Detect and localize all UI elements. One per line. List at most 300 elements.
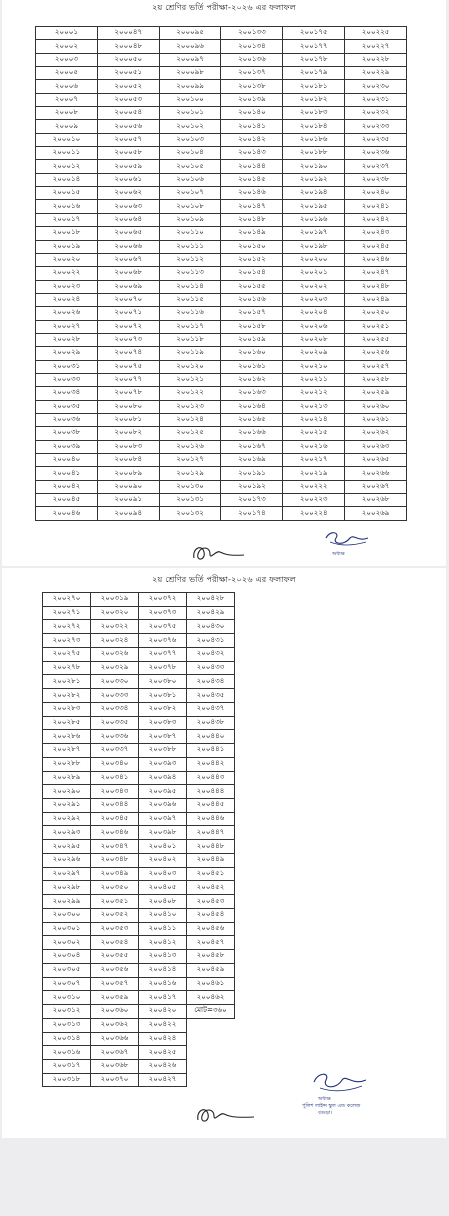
roll-cell: ২০০৪১৬ — [139, 977, 187, 991]
roll-cell: ২০০০৬১ — [97, 173, 159, 186]
roll-cell: ২০০২৩১ — [345, 93, 407, 106]
table-row — [36, 347, 407, 360]
roll-cell: ২০০১১১ — [159, 240, 221, 253]
roll-cell: ২০০২৬৭ — [345, 480, 407, 493]
roll-cell: ২০০৪৫৯ — [187, 963, 235, 977]
table-row — [36, 333, 407, 346]
roll-cell: ২০০৩৮৭ — [139, 730, 187, 744]
roll-cell: ২০০০৬৮ — [97, 267, 159, 280]
roll-cell: ২০০৪৬১ — [187, 977, 235, 991]
roll-cell: ২০০০৬ — [36, 80, 98, 93]
table-row — [36, 293, 407, 306]
roll-cell: ২০০৩৪১ — [91, 771, 139, 785]
roll-cell: ২০০৪৫৮ — [187, 950, 235, 964]
roll-cell: ২০০২৫০ — [345, 307, 407, 320]
roll-cell: ২০০০২৯ — [36, 347, 98, 360]
roll-cell: ২০০৪৪৩ — [187, 771, 235, 785]
roll-cell: ২০০২৪৭ — [345, 267, 407, 280]
roll-cell: ২০০১৬৬ — [221, 427, 283, 440]
roll-cell: ২০০৪২০ — [139, 1005, 187, 1019]
roll-cell: ২০০১৩৯ — [221, 93, 283, 106]
roll-cell: ২০০০৫০ — [97, 53, 159, 66]
roll-cell: ২০০৩১৬ — [43, 1046, 91, 1060]
roll-cell: ২০০৩২৬ — [91, 647, 139, 661]
table-row — [36, 467, 407, 480]
roll-cell: ২০০৩৪৭ — [91, 840, 139, 854]
roll-cell: ২০০১৫৫ — [221, 280, 283, 293]
roll-cell: ২০০১৫৪ — [221, 267, 283, 280]
roll-cell: ২০০১৬২ — [221, 373, 283, 386]
roll-cell: ২০০৩৯৮ — [139, 826, 187, 840]
roll-cell: ২০০০৬৫ — [97, 227, 159, 240]
roll-cell: ২০০৩৫৭ — [91, 977, 139, 991]
table-row — [43, 895, 235, 909]
roll-cell: ২০০৩৪৪ — [91, 799, 139, 813]
roll-cell: ২০০০২৪ — [36, 293, 98, 306]
roll-cell: ২০০৪৪৬ — [187, 812, 235, 826]
table-row — [36, 80, 407, 93]
roll-cell: ২০০০৫২ — [97, 80, 159, 93]
roll-cell: ২০০১৯৫ — [283, 200, 345, 213]
roll-cell: ২০০২৬৬ — [345, 467, 407, 480]
table-row — [36, 187, 407, 200]
roll-cell: ২০০২৩০ — [345, 80, 407, 93]
roll-cell: ২০০৩৬২ — [91, 1018, 139, 1032]
roll-cell: ২০০২০২ — [283, 280, 345, 293]
table-row — [43, 881, 235, 895]
table-row — [43, 963, 235, 977]
roll-cell: ২০০০১৯ — [36, 240, 98, 253]
roll-cell: ২০০২৩৫ — [345, 133, 407, 146]
roll-cell: ২০০৩০২ — [43, 936, 91, 950]
roll-cell: ২০০০৭৮ — [97, 387, 159, 400]
roll-cell: ২০০১২৭ — [159, 454, 221, 467]
table-row — [43, 840, 235, 854]
roll-cell: ২০০৩৫৯ — [91, 991, 139, 1005]
roll-cell: ২০০২৭২ — [43, 620, 91, 634]
roll-cell: ২০০১১৪ — [159, 280, 221, 293]
roll-cell: ২০০০৪৭ — [97, 27, 159, 40]
roll-cell: ২০০৪৫৭ — [187, 936, 235, 950]
roll-cell: ২০০২৩৩ — [345, 120, 407, 133]
roll-cell: ২০০১৩২ — [159, 507, 221, 520]
page-1-title: ২য় শ্রেণির ভর্তি পরীক্ষা-২০২৬ এর ফলাফল — [152, 3, 296, 12]
table-row — [36, 67, 407, 80]
roll-cell: ২০০২৬৯ — [345, 507, 407, 520]
roll-cell: ২০০৩২২ — [91, 620, 139, 634]
roll-cell: ২০০১৯১ — [221, 467, 283, 480]
roll-cell: ২০০২৭৫ — [43, 647, 91, 661]
table-row — [43, 716, 235, 730]
roll-cell: ২০০২৬০ — [345, 400, 407, 413]
signature-line-3: বগুড়া। — [318, 1110, 333, 1116]
roll-cell: ২০০০১০ — [36, 133, 98, 146]
table-row — [36, 93, 407, 106]
roll-cell: ২০০৪৪১ — [187, 744, 235, 758]
roll-cell: ২০০১৮২ — [283, 93, 345, 106]
table-row — [36, 240, 407, 253]
roll-cell: ২০০২৩৭ — [345, 160, 407, 173]
roll-cell: ২০০০৫ — [36, 67, 98, 80]
roll-cell: ২০০০৩১ — [36, 360, 98, 373]
signature-left-2 — [192, 1102, 258, 1128]
roll-cell: ২০০১২৯ — [159, 467, 221, 480]
roll-cell: ২০০১০৩ — [159, 133, 221, 146]
roll-cell: ২০০২৪৫ — [345, 240, 407, 253]
roll-cell: ২০০৪৪২ — [187, 757, 235, 771]
roll-cell: ২০০৩৫৬ — [91, 963, 139, 977]
roll-cell: ২০০৩০৭ — [43, 977, 91, 991]
roll-cell: ২০০২৯০ — [43, 785, 91, 799]
roll-cell: ২০০৩৭৮ — [139, 661, 187, 675]
roll-cell: ২০০৪২৮ — [187, 593, 235, 607]
roll-cell: ২০০২৫৬ — [345, 347, 407, 360]
roll-cell: ২০০২১৪ — [283, 413, 345, 426]
roll-cell: ২০০৩৮৮ — [139, 744, 187, 758]
roll-cell: ২০০৪৪৯ — [187, 853, 235, 867]
roll-cell: ২০০৪১১ — [139, 922, 187, 936]
roll-cell: ২০০০২২ — [36, 267, 98, 280]
roll-cell: ২০০০৯ — [36, 120, 98, 133]
roll-cell: ২০০১০৯ — [159, 213, 221, 226]
table-row — [36, 213, 407, 226]
roll-cell: ২০০০৫৩ — [97, 93, 159, 106]
roll-cell: ২০০৪২৪ — [139, 1032, 187, 1046]
roll-cell: ২০০১৮১ — [283, 80, 345, 93]
roll-cell: ২০০২৮২ — [43, 689, 91, 703]
roll-cell: ২০০৪৪০ — [187, 730, 235, 744]
roll-cell: ২০০৪৫৬ — [187, 922, 235, 936]
roll-cell: ২০০২৬২ — [345, 427, 407, 440]
roll-cell — [187, 1018, 235, 1032]
table-row — [36, 27, 407, 40]
roll-cell: ২০০০৪২ — [36, 480, 98, 493]
roll-cell: ২০০৩৩৫ — [91, 716, 139, 730]
roll-cell: ২০০২৩৬ — [345, 147, 407, 160]
roll-cell — [187, 1059, 235, 1073]
roll-cell: ২০০০৩৫ — [36, 400, 98, 413]
roll-cell: ২০০৪২২ — [139, 1018, 187, 1032]
roll-cell: ২০০৩৬৮ — [91, 1059, 139, 1073]
roll-cell — [187, 1073, 235, 1087]
roll-cell: ২০০২৯৫ — [43, 840, 91, 854]
roll-cell: ২০০০৬৯ — [97, 280, 159, 293]
roll-cell: ২০০২৭১ — [43, 606, 91, 620]
roll-cell: ২০০২২৭ — [345, 40, 407, 53]
roll-cell: ২০০৩০৪ — [43, 950, 91, 964]
table-row — [36, 480, 407, 493]
roll-cell: ২০০০৯৭ — [159, 53, 221, 66]
table-row — [36, 40, 407, 53]
roll-cell: ২০০১৬৪ — [221, 400, 283, 413]
table-row — [43, 867, 235, 881]
table-row — [43, 1005, 235, 1019]
roll-cell: ২০০০৩৮ — [36, 427, 98, 440]
roll-cell: ২০০১৫৯ — [221, 333, 283, 346]
roll-cell: ২০০৩২৪ — [91, 634, 139, 648]
roll-cell: ২০০৪১০ — [139, 908, 187, 922]
roll-cell: ২০০৩৪৬ — [91, 826, 139, 840]
roll-cell: ২০০০৪৮ — [97, 40, 159, 53]
roll-cell: ২০০২৬১ — [345, 413, 407, 426]
roll-cell: ২০০২৬৮ — [345, 494, 407, 507]
roll-cell: ২০০৩৭০ — [91, 1073, 139, 1087]
roll-cell: ২০০১০৪ — [159, 147, 221, 160]
roll-cell: ২০০০৮১ — [97, 413, 159, 426]
roll-cell: ২০০১০৭ — [159, 187, 221, 200]
roll-cell: ২০০৩৪৫ — [91, 812, 139, 826]
roll-cell: ২০০০৩ — [36, 53, 98, 66]
roll-cell: ২০০১৫৮ — [221, 320, 283, 333]
roll-cell: ২০০৪৩৩ — [187, 661, 235, 675]
roll-cell: ২০০০৩৬ — [36, 413, 98, 426]
roll-cell: ২০০২১৭ — [283, 454, 345, 467]
roll-cell: ২০০২৬৫ — [345, 454, 407, 467]
roll-cell: ২০০২৪৮ — [345, 280, 407, 293]
roll-cell: ২০০৪৩০ — [187, 620, 235, 634]
roll-cell: ২০০২০০ — [283, 253, 345, 266]
table-row — [36, 507, 407, 520]
roll-cell: ২০০১০৬ — [159, 173, 221, 186]
roll-cell: ২০০৩৮২ — [139, 702, 187, 716]
roll-cell: ২০০৪৩৭ — [187, 702, 235, 716]
roll-cell: ২০০২৭৮ — [43, 661, 91, 675]
roll-cell: ২০০২৪৬ — [345, 253, 407, 266]
table-row — [36, 107, 407, 120]
roll-cell: ২০০১৪৬ — [221, 187, 283, 200]
table-row — [43, 922, 235, 936]
roll-cell: ২০০১৭৩ — [221, 494, 283, 507]
roll-cell: ২০০৩২০ — [91, 606, 139, 620]
roll-cell: ২০০০১৬ — [36, 200, 98, 213]
roll-cell: ২০০১৩৪ — [221, 40, 283, 53]
roll-cell: ২০০২০৩ — [283, 293, 345, 306]
roll-cell: ২০০১২১ — [159, 373, 221, 386]
roll-cell: ২০০৪১২ — [139, 936, 187, 950]
roll-cell: ২০০৩৫১ — [91, 895, 139, 909]
roll-cell: ২০০১২৩ — [159, 400, 221, 413]
roll-cell: ২০০২২২ — [283, 480, 345, 493]
roll-cell: ২০০১৬০ — [221, 347, 283, 360]
roll-cell: ২০০৪০৮ — [139, 895, 187, 909]
roll-cell: ২০০২৮৫ — [43, 716, 91, 730]
roll-cell: ২০০২৯৭ — [43, 867, 91, 881]
roll-cell: ২০০১৬১ — [221, 360, 283, 373]
roll-cell: ২০০৩৫৩ — [91, 922, 139, 936]
roll-cell: ২০০৩৯৭ — [139, 812, 187, 826]
roll-cell: ২০০০৫৬ — [97, 120, 159, 133]
roll-cell: ২০০৩৯৪ — [139, 771, 187, 785]
roll-cell: ২০০৩৬৬ — [91, 1032, 139, 1046]
table-row — [43, 812, 235, 826]
roll-cell: ২০০৩৩৭ — [91, 744, 139, 758]
roll-cell: ২০০৩২৯ — [91, 661, 139, 675]
roll-cell: ২০০০১২ — [36, 160, 98, 173]
roll-cell: ২০০১৪৪ — [221, 160, 283, 173]
roll-cell: ২০০২৩২ — [345, 107, 407, 120]
roll-cell: ২০০৪২৬ — [139, 1059, 187, 1073]
roll-cell: ২০০৩৭২ — [139, 593, 187, 607]
roll-cell: ২০০৩৪৯ — [91, 867, 139, 881]
roll-cell: ২০০১২০ — [159, 360, 221, 373]
roll-cell: ২০০১৬৫ — [221, 413, 283, 426]
roll-cell: ২০০০২৬ — [36, 307, 98, 320]
roll-table-1 — [35, 26, 407, 521]
roll-cell: ২০০০৯০ — [97, 480, 159, 493]
roll-cell: ২০০২৫৯ — [345, 387, 407, 400]
roll-cell: ২০০৩১৯ — [91, 593, 139, 607]
roll-cell: ২০০১৯৬ — [283, 213, 345, 226]
roll-cell: ২০০০৭৩ — [97, 333, 159, 346]
roll-cell: ২০০৪২৯ — [187, 606, 235, 620]
roll-cell: ২০০০৬৩ — [97, 200, 159, 213]
roll-cell: ২০০০৯৮ — [159, 67, 221, 80]
roll-cell: ২০০৪৫১ — [187, 867, 235, 881]
roll-cell: ২০০১৪০ — [221, 107, 283, 120]
roll-cell: ২০০৩৪৮ — [91, 853, 139, 867]
roll-cell: ২০০৩৬৭ — [91, 1046, 139, 1060]
roll-cell: ২০০১৭৮ — [283, 53, 345, 66]
roll-cell: ২০০০৪৬ — [36, 507, 98, 520]
roll-cell: ২০০০৭২ — [97, 320, 159, 333]
roll-cell: ২০০২০৬ — [283, 320, 345, 333]
roll-cell: ২০০৪৪৮ — [187, 840, 235, 854]
roll-cell: ২০০০৮৯ — [97, 467, 159, 480]
roll-cell: ২০০৪০৫ — [139, 881, 187, 895]
roll-cell: ২০০১৭৯ — [283, 67, 345, 80]
roll-cell: ২০০০৬৭ — [97, 253, 159, 266]
roll-cell: ২০০১৫৬ — [221, 293, 283, 306]
result-page-2 — [2, 568, 446, 1138]
roll-cell: ২০০৩৩৬ — [91, 730, 139, 744]
roll-cell: ২০০২০৯ — [283, 347, 345, 360]
roll-cell: ২০০০৭১ — [97, 307, 159, 320]
roll-cell: ২০০৩৬০ — [91, 1005, 139, 1019]
roll-cell: ২০০০৯১ — [97, 494, 159, 507]
roll-cell: ২০০২৫৮ — [345, 373, 407, 386]
roll-cell: ২০০৪৩২ — [187, 647, 235, 661]
roll-cell: ২০০২০৮ — [283, 333, 345, 346]
roll-cell: ২০০২১০ — [283, 360, 345, 373]
roll-cell: ২০০১১৩ — [159, 267, 221, 280]
roll-cell: ২০০১৬৭ — [221, 440, 283, 453]
roll-cell: ২০০৩৮০ — [139, 675, 187, 689]
table-row — [43, 757, 235, 771]
roll-cell: ২০০০২ — [36, 40, 98, 53]
roll-cell: ২০০৩০১ — [43, 922, 91, 936]
roll-cell: ২০০০৯৪ — [97, 507, 159, 520]
roll-cell: ২০০০২৭ — [36, 320, 98, 333]
roll-cell: ২০০২৮৭ — [43, 744, 91, 758]
roll-cell: ২০০৩৭৫ — [139, 620, 187, 634]
roll-cell: ২০০৩১৪ — [43, 1032, 91, 1046]
roll-cell: ২০০৩৯৫ — [139, 785, 187, 799]
roll-cell: ২০০০৮৩ — [97, 440, 159, 453]
roll-cell: ২০০১৩৭ — [221, 67, 283, 80]
roll-cell: ২০০২১৯ — [283, 467, 345, 480]
table-row — [36, 373, 407, 386]
table-row — [36, 173, 407, 186]
roll-cell: ২০০৩৫০ — [91, 881, 139, 895]
roll-cell: ২০০১৭৭ — [283, 40, 345, 53]
roll-cell: ২০০২২৮ — [345, 53, 407, 66]
roll-cell: ২০০২২৯ — [345, 67, 407, 80]
roll-cell: ২০০০৩৪ — [36, 387, 98, 400]
roll-cell: ২০০০৫১ — [97, 67, 159, 80]
roll-cell: ২০০৪৪৭ — [187, 826, 235, 840]
roll-cell: ২০০১৫৭ — [221, 307, 283, 320]
roll-cell: ২০০২৯৮ — [43, 881, 91, 895]
roll-cell: ২০০১০৮ — [159, 200, 221, 213]
roll-cell: ২০০৩০৫ — [43, 963, 91, 977]
roll-cell: ২০০৩১৩ — [43, 1018, 91, 1032]
roll-cell: ২০০০৫৭ — [97, 133, 159, 146]
roll-cell: ২০০২৫৫ — [345, 333, 407, 346]
roll-cell — [187, 1032, 235, 1046]
roll-cell: ২০০০৮ — [36, 107, 98, 120]
roll-cell: ২০০০১৪ — [36, 173, 98, 186]
roll-cell: ২০০২২৫ — [345, 27, 407, 40]
roll-cell: ২০০২৮১ — [43, 675, 91, 689]
roll-cell: ২০০১৯০ — [283, 160, 345, 173]
roll-cell: ২০০৪৫২ — [187, 881, 235, 895]
table-row — [43, 1059, 235, 1073]
roll-cell: ২০০২৮৮ — [43, 757, 91, 771]
roll-cell: ২০০১৯৪ — [283, 187, 345, 200]
table-row — [43, 908, 235, 922]
roll-cell: ২০০২১২ — [283, 387, 345, 400]
roll-cell: ২০০০৫৯ — [97, 160, 159, 173]
roll-cell: ২০০১০১ — [159, 107, 221, 120]
table-row — [43, 1073, 235, 1087]
roll-cell: ২০০১১৮ — [159, 333, 221, 346]
table-row — [36, 494, 407, 507]
roll-cell: ২০০২৯২ — [43, 812, 91, 826]
roll-cell: ২০০৩৮১ — [139, 689, 187, 703]
roll-cell: ২০০৩৫৫ — [91, 950, 139, 964]
roll-cell: ২০০১২২ — [159, 387, 221, 400]
table-row — [43, 675, 235, 689]
roll-cell: ২০০২০৪ — [283, 307, 345, 320]
roll-cell: ২০০৩৯৩ — [139, 757, 187, 771]
signature-right-1 — [322, 528, 372, 552]
roll-cell: ২০০০৭ — [36, 93, 98, 106]
roll-cell: ২০০৪০২ — [139, 853, 187, 867]
roll-cell: ২০০১৪১ — [221, 120, 283, 133]
roll-cell: ২০০৪০৩ — [139, 867, 187, 881]
roll-cell: ২০০৩৩৪ — [91, 702, 139, 716]
roll-cell: ২০০৪৪৪ — [187, 785, 235, 799]
table-row — [43, 702, 235, 716]
roll-cell: ২০০০১ — [36, 27, 98, 40]
roll-cell: ২০০১২৬ — [159, 440, 221, 453]
roll-cell: ২০০১০০ — [159, 93, 221, 106]
roll-table-2 — [42, 592, 235, 1087]
roll-cell: ২০০১২৫ — [159, 427, 221, 440]
roll-cell: ২০০১০৫ — [159, 160, 221, 173]
roll-cell: ২০০০৭০ — [97, 293, 159, 306]
roll-cell: ২০০১৮৩ — [283, 107, 345, 120]
roll-cell: ২০০১১৬ — [159, 307, 221, 320]
roll-cell: ২০০০২০ — [36, 253, 98, 266]
roll-cell: ২০০৩৩৩ — [91, 689, 139, 703]
roll-cell: ২০০৪৪৫ — [187, 799, 235, 813]
page-2-title: ২য় শ্রেণির ভর্তি পরীক্ষা-২০২৬ এর ফলাফল — [152, 575, 296, 584]
roll-cell: ২০০০৭৭ — [97, 373, 159, 386]
roll-cell: ২০০১১৯ — [159, 347, 221, 360]
table-row — [36, 400, 407, 413]
roll-cell: ২০০১৪৯ — [221, 227, 283, 240]
